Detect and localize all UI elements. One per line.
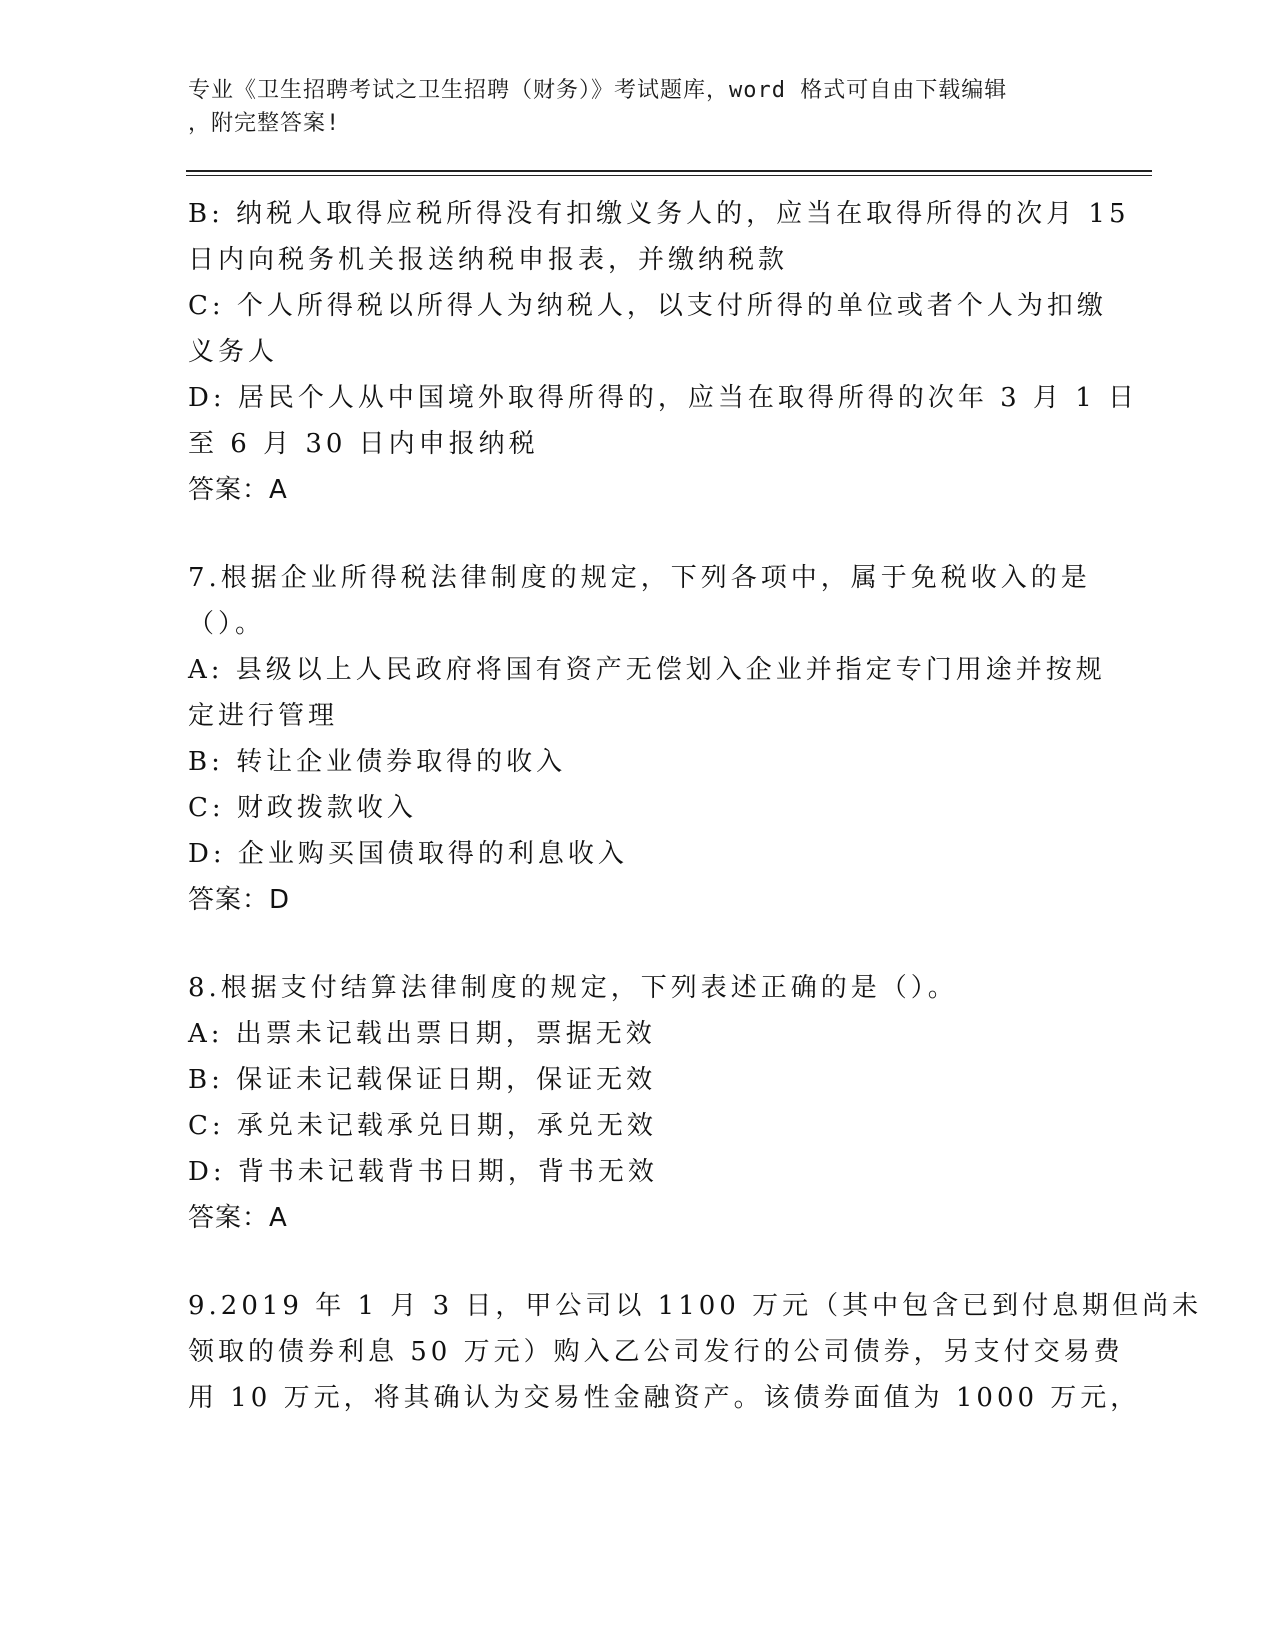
header-title-line1: 专业《卫生招聘考试之卫生招聘（财务）》考试题库，word 格式可自由下载编辑 xyxy=(188,78,1008,103)
document-body xyxy=(188,191,1203,1421)
option-c: C: 承兑未记载承兑日期，承兑无效 xyxy=(188,1111,657,1141)
question-spacer xyxy=(188,513,1088,555)
option-a-line1: A: 县级以上人民政府将国有资产无偿划入企业并指定专门用途并按规 xyxy=(188,655,1106,685)
answer-label: 答案：D xyxy=(188,885,291,915)
question-stem-line2: 领取的债券利息 50 万元）购入乙公司发行的公司债券，另支付交易费 xyxy=(188,1337,1124,1367)
question-stem-line3: 用 10 万元，将其确认为交易性金融资产。该债券面值为 1000 万元， xyxy=(188,1383,1141,1413)
answer-label: 答案：A xyxy=(188,1203,288,1233)
option-b-line1: B: 纳税人取得应税所得没有扣缴义务人的，应当在取得所得的次月 15 xyxy=(188,199,1130,229)
header-rule-top xyxy=(186,170,1152,172)
option-d-line1: D: 居民个人从中国境外取得所得的，应当在取得所得的次年 3 月 1 日 xyxy=(188,383,1139,413)
header-title-line2: ，附完整答案! xyxy=(188,111,341,136)
question-stem-line1: 9.2019 年 1 月 3 日，甲公司以 1100 万元（其中包含已到付息期但尚未 xyxy=(188,1291,1203,1321)
question-stem-line1: 7.根据企业所得税法律制度的规定，下列各项中，属于免税收入的是 xyxy=(188,563,1091,593)
option-c-line2: 义务人 xyxy=(188,337,279,367)
question-spacer xyxy=(188,1241,1088,1283)
option-c-line1: C: 个人所得税以所得人为纳税人，以支付所得的单位或者个人为扣缴 xyxy=(188,291,1107,321)
question-8 xyxy=(188,965,1088,1241)
answer-label: 答案：A xyxy=(188,475,288,505)
option-a: A: 出票未记载出票日期，票据无效 xyxy=(188,1019,656,1049)
option-d: D: 企业购买国债取得的利息收入 xyxy=(188,839,628,869)
option-c: C: 财政拨款收入 xyxy=(188,793,417,823)
option-b: B: 转让企业债券取得的收入 xyxy=(188,747,567,777)
question-spacer xyxy=(188,923,1088,965)
document-header xyxy=(188,74,1088,140)
header-rule-bottom xyxy=(186,175,1152,176)
question-stem-line2: （）。 xyxy=(188,609,266,639)
option-b: B: 保证未记载保证日期，保证无效 xyxy=(188,1065,657,1095)
question-9 xyxy=(188,1283,1203,1421)
question-stem: 8.根据支付结算法律制度的规定，下列表述正确的是（）。 xyxy=(188,973,958,1003)
option-d-line2: 至 6 月 30 日内申报纳税 xyxy=(188,429,539,459)
option-a-line2: 定进行管理 xyxy=(188,701,339,731)
question-7 xyxy=(188,555,1106,923)
question-6-continued xyxy=(188,191,1139,513)
option-d: D: 背书未记载背书日期，背书无效 xyxy=(188,1157,658,1187)
option-b-line2: 日内向税务机关报送纳税申报表，并缴纳税款 xyxy=(188,245,789,275)
